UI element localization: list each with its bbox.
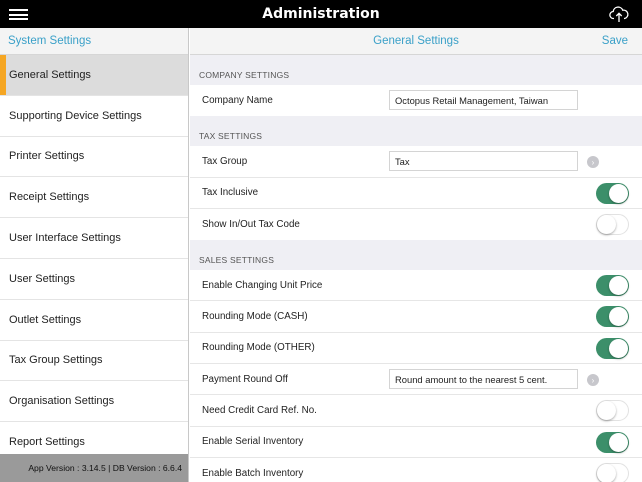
section-sales-settings: SALES SETTINGS bbox=[199, 255, 275, 266]
sidebar bbox=[0, 28, 189, 482]
company-name-field[interactable]: Octopus Retail Management, Taiwan bbox=[389, 90, 578, 110]
credit-card-label: Need Credit Card Ref. No. bbox=[202, 405, 317, 417]
show-tax-code-row bbox=[190, 209, 642, 240]
hamburger-icon[interactable] bbox=[9, 9, 28, 20]
toggle-knob bbox=[597, 215, 616, 234]
batch-inventory-row bbox=[190, 458, 642, 482]
sidebar-item-printer-settings[interactable]: Printer Settings bbox=[0, 137, 188, 178]
unit-price-label: Enable Changing Unit Price bbox=[202, 279, 323, 291]
sidebar-item-outlet-settings[interactable]: Outlet Settings bbox=[0, 300, 188, 341]
app-title: Administration bbox=[262, 6, 380, 22]
version-info: App Version : 3.14.5 | DB Version : 6.6.4 bbox=[0, 454, 188, 482]
sidebar-item-supporting-device-settings[interactable]: Supporting Device Settings bbox=[0, 96, 188, 137]
main-header bbox=[190, 28, 642, 55]
rounding-other-toggle[interactable] bbox=[596, 338, 629, 359]
rounding-cash-label: Rounding Mode (CASH) bbox=[202, 311, 308, 323]
page-title: General Settings bbox=[373, 35, 459, 47]
toggle-knob bbox=[609, 276, 628, 295]
sidebar-item-receipt-settings[interactable]: Receipt Settings bbox=[0, 177, 188, 218]
tax-inclusive-toggle[interactable] bbox=[596, 183, 629, 204]
toggle-knob bbox=[609, 433, 628, 452]
section-company-settings: COMPANY SETTINGS bbox=[199, 70, 290, 80]
tax-settings-group bbox=[190, 146, 642, 240]
rounding-cash-toggle[interactable] bbox=[596, 306, 629, 327]
save-button[interactable]: Save bbox=[601, 35, 628, 47]
sidebar-item-tax-group-settings[interactable]: Tax Group Settings bbox=[0, 341, 188, 382]
toggle-knob bbox=[597, 401, 616, 420]
tax-group-field[interactable]: Tax bbox=[389, 151, 578, 171]
payment-round-off-field[interactable]: Round amount to the nearest 5 cent. bbox=[389, 369, 578, 389]
tax-group-label: Tax Group bbox=[202, 155, 248, 167]
serial-inventory-row bbox=[190, 427, 642, 458]
unit-price-row bbox=[190, 270, 642, 301]
rounding-other-label: Rounding Mode (OTHER) bbox=[202, 342, 315, 354]
toggle-knob bbox=[609, 184, 628, 203]
company-settings-group bbox=[190, 85, 642, 116]
sidebar-item-user-settings[interactable]: User Settings bbox=[0, 259, 188, 300]
sales-settings-group bbox=[190, 270, 642, 482]
main-panel bbox=[190, 28, 642, 482]
sidebar-item-organisation-settings[interactable]: Organisation Settings bbox=[0, 381, 188, 422]
toggle-knob bbox=[609, 339, 628, 358]
company-name-row bbox=[190, 85, 642, 116]
company-name-label: Company Name bbox=[202, 95, 273, 107]
show-tax-code-toggle[interactable] bbox=[596, 214, 629, 235]
tax-inclusive-label: Tax Inclusive bbox=[202, 187, 259, 199]
chevron-right-icon[interactable]: › bbox=[587, 156, 599, 168]
show-tax-code-label: Show In/Out Tax Code bbox=[202, 219, 300, 231]
sidebar-header bbox=[0, 28, 188, 55]
serial-inventory-toggle[interactable] bbox=[596, 432, 629, 453]
payment-round-off-row bbox=[190, 364, 642, 395]
rounding-other-row bbox=[190, 333, 642, 364]
sidebar-item-user-interface-settings[interactable]: User Interface Settings bbox=[0, 218, 188, 259]
top-bar bbox=[0, 0, 642, 28]
batch-inventory-toggle[interactable] bbox=[596, 463, 629, 482]
credit-card-toggle[interactable] bbox=[596, 400, 629, 421]
section-tax-settings: TAX SETTINGS bbox=[199, 131, 263, 142]
sidebar-item-general-settings[interactable]: General Settings bbox=[0, 55, 188, 96]
tax-group-row bbox=[190, 146, 642, 177]
payment-round-off-label: Payment Round Off bbox=[202, 373, 288, 385]
credit-card-row bbox=[190, 395, 642, 426]
serial-inventory-label: Enable Serial Inventory bbox=[202, 436, 304, 448]
batch-inventory-label: Enable Batch Inventory bbox=[202, 468, 304, 480]
tax-inclusive-row bbox=[190, 178, 642, 209]
chevron-right-icon[interactable]: › bbox=[587, 374, 599, 386]
rounding-cash-row bbox=[190, 301, 642, 332]
unit-price-toggle[interactable] bbox=[596, 275, 629, 296]
sidebar-title: System Settings bbox=[8, 35, 92, 47]
cloud-upload-icon[interactable] bbox=[609, 5, 629, 23]
toggle-knob bbox=[609, 307, 628, 326]
sidebar-item-report-settings[interactable]: Report Settings bbox=[0, 422, 188, 463]
toggle-knob bbox=[597, 464, 616, 482]
